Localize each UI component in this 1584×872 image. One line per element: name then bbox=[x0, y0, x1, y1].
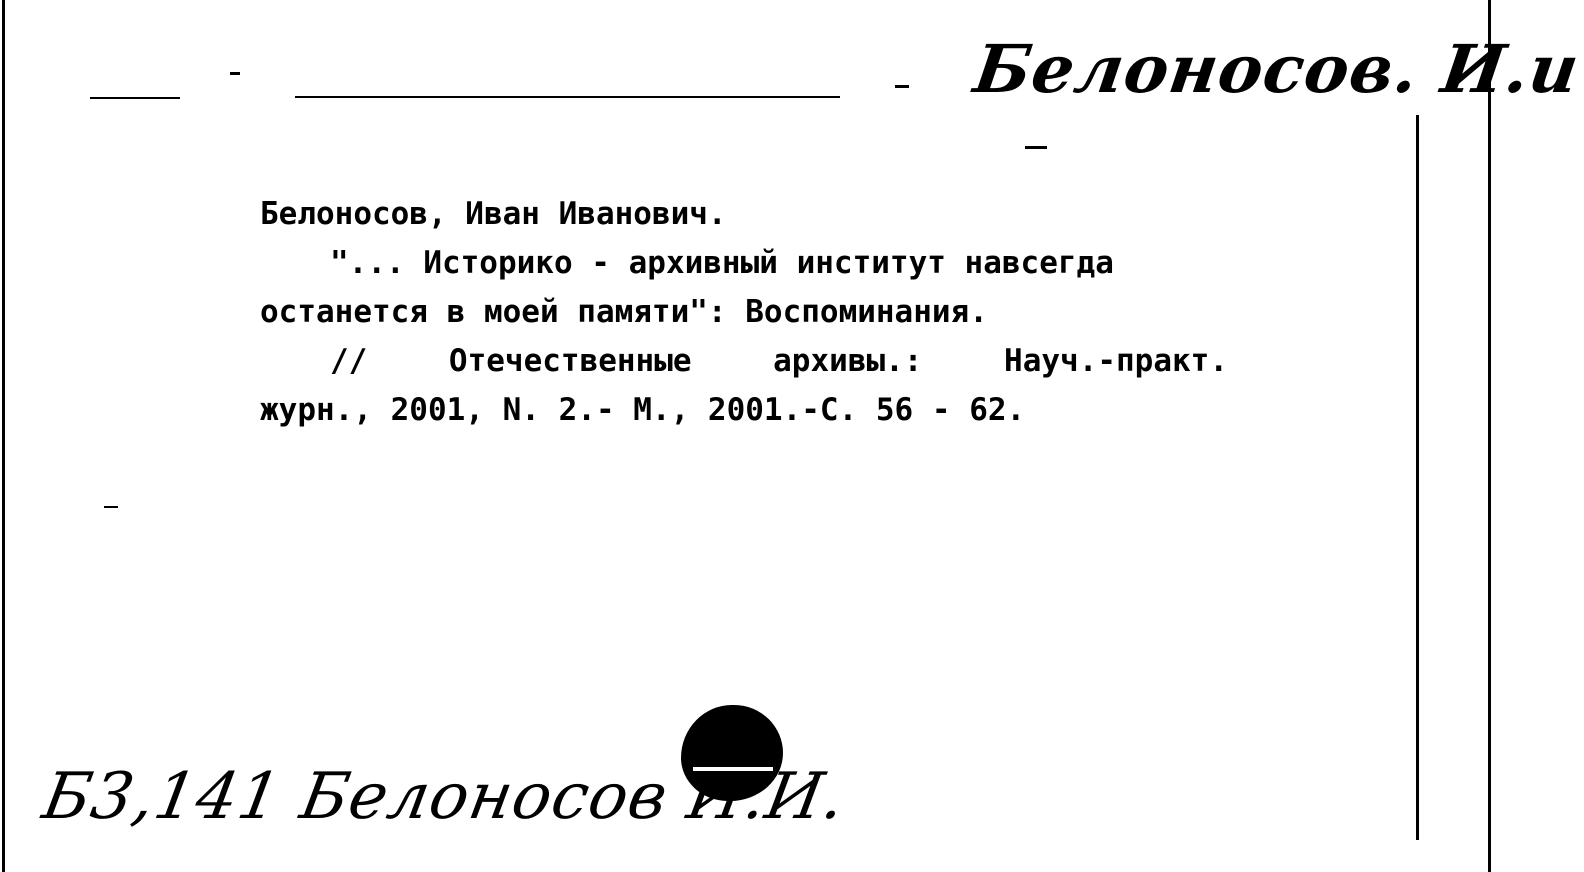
source-line-1: // Отечественные архивы.: Науч.-практ. bbox=[330, 343, 1228, 379]
left-margin-dash bbox=[104, 506, 118, 508]
top-dash-small bbox=[230, 72, 240, 75]
left-edge-line bbox=[2, 0, 5, 872]
source-line-2: журн., 2001, N. 2.- М., 2001.-С. 56 - 62. bbox=[260, 392, 1026, 428]
under-name-dash bbox=[1025, 146, 1047, 149]
top-dash-line bbox=[295, 96, 840, 98]
author-line: Белоносов, Иван Иванович. bbox=[260, 196, 727, 232]
title-line-1: "... Историко - архивный институт навсегда bbox=[330, 245, 1114, 281]
title-line-2: останется в моей памяти": Воспоминания. bbox=[260, 294, 988, 330]
top-dash-left bbox=[90, 97, 180, 99]
handwritten-call-number: Б3,141 Белоносов И.И. bbox=[37, 760, 852, 834]
bibliographic-entry bbox=[260, 190, 1228, 435]
handwritten-author-name: Белоносов. И.и bbox=[969, 30, 1584, 108]
right-edge-line bbox=[1416, 115, 1419, 840]
far-right-edge-line bbox=[1488, 0, 1491, 872]
top-dash-right bbox=[895, 85, 909, 88]
